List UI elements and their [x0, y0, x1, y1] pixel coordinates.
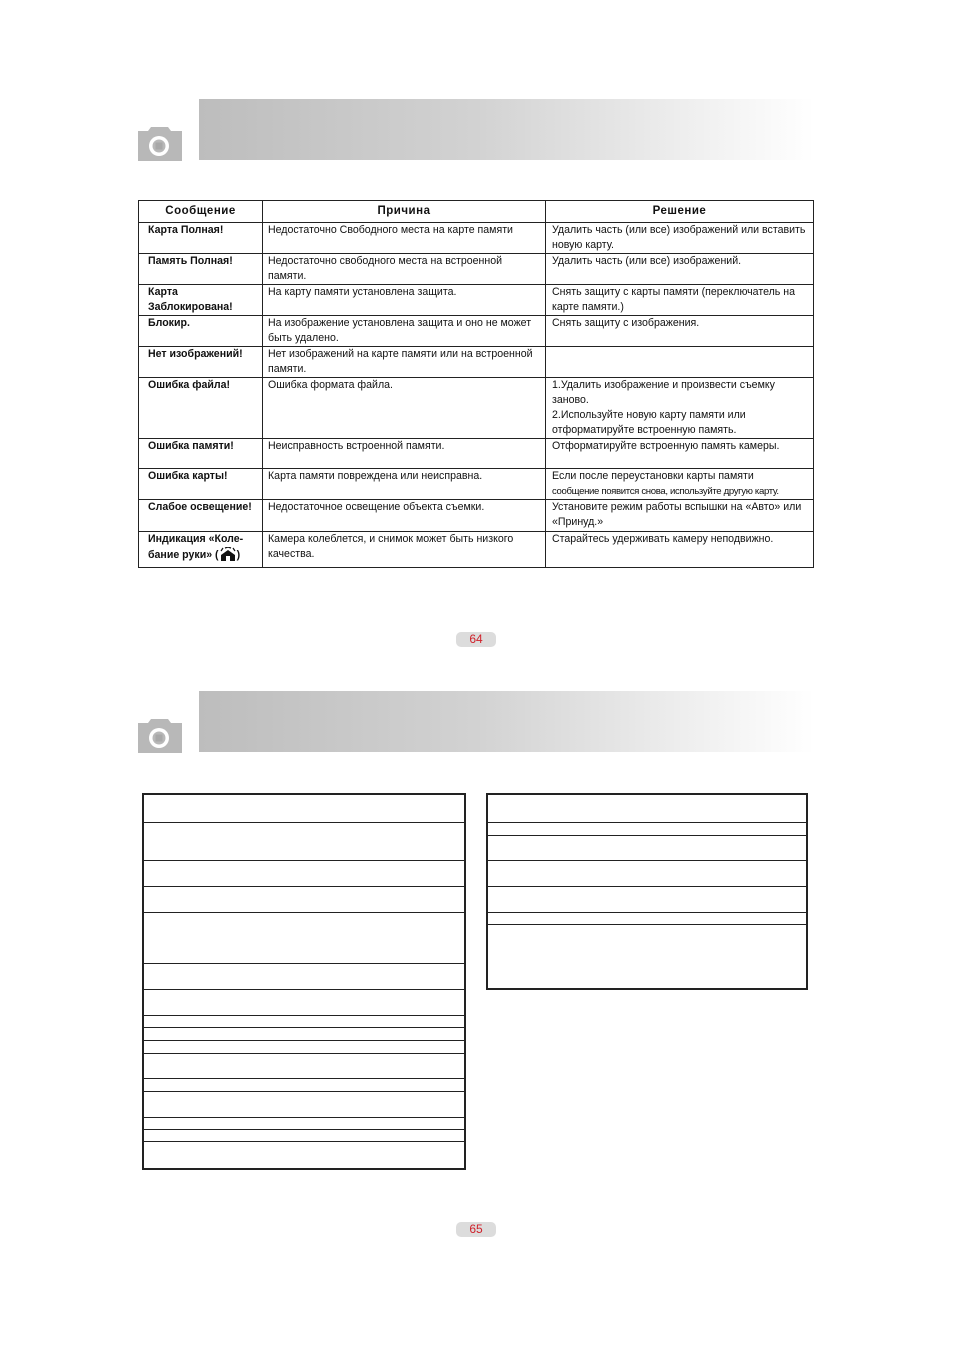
table-header-row: [139, 201, 814, 223]
message-line: бание руки» ( ): [148, 547, 260, 567]
cause-cell: Нет изображений на карте памяти или на встроенной памяти.: [263, 347, 546, 378]
message-cell: Ошибка файла!: [139, 378, 263, 439]
empty-table-left: [142, 793, 466, 1170]
cause-cell: На изображение установлена защита и оно не может быть удалено.: [263, 316, 546, 347]
table-row: [139, 532, 814, 568]
header-message: Сообщение: [139, 201, 263, 223]
page-number: 64: [456, 632, 496, 647]
camera-shake-icon: [219, 547, 237, 567]
message-cell: Карта Заблокирована!: [139, 285, 263, 316]
table-row: [139, 223, 814, 254]
message-cell: Слабое освещение!: [139, 500, 263, 532]
header-banner-top: [199, 99, 814, 160]
solution-line: 2.Используйте новую карту памяти или отформатируйте встроенную память.: [552, 409, 746, 436]
table-row: [139, 285, 814, 316]
solution-cell: Снять защиту с карты памяти (переключатель на карте памяти.): [546, 285, 814, 316]
table-row-divider: [144, 912, 464, 913]
solution-cell: [546, 378, 814, 439]
error-messages-table: [138, 200, 814, 568]
table-row-divider: [144, 1015, 464, 1016]
message-cell: Нет изображений!: [139, 347, 263, 378]
solution-cell: [546, 347, 814, 378]
cause-cell: Ошибка формата файла.: [263, 378, 546, 439]
table-row-divider: [144, 1091, 464, 1092]
table-row-divider: [144, 989, 464, 990]
solution-line: 1.Удалить изображение и произвести съемку заново.: [552, 379, 775, 406]
message-cell: Блокир.: [139, 316, 263, 347]
table-row-divider: [144, 886, 464, 887]
table-row-divider: [144, 1040, 464, 1041]
page-number: 65: [456, 1222, 496, 1237]
table-row-divider: [144, 860, 464, 861]
message-line: Индикация «Коле-: [148, 533, 244, 545]
header-banner-bottom: [199, 691, 814, 752]
solution-cell: [546, 469, 814, 500]
table-row-divider: [144, 1129, 464, 1130]
header-solution: Решение: [546, 201, 814, 223]
table-row: [139, 439, 814, 469]
table-row-divider: [488, 860, 806, 861]
table-row-divider: [144, 1053, 464, 1054]
solution-cell: Удалить часть (или все) изображений или вставить новую карту.: [546, 223, 814, 254]
solution-cell: Установите режим работы вспышки на «Авто» или «Принуд.»: [546, 500, 814, 532]
camera-icon: [138, 127, 182, 161]
table-row-divider: [144, 1027, 464, 1028]
table-row: [139, 469, 814, 500]
camera-icon: [138, 719, 182, 753]
cause-cell: Камера колеблется, и снимок может быть низкого качества.: [263, 532, 546, 568]
cause-cell: Недостаточно Свободного места на карте памяти: [263, 223, 546, 254]
table-row: [139, 378, 814, 439]
table-row: [139, 500, 814, 532]
message-cell: Карта Полная!: [139, 223, 263, 254]
table-row-divider: [488, 924, 806, 925]
table-row-divider: [144, 1141, 464, 1142]
table-row: [139, 316, 814, 347]
table-row: [139, 347, 814, 378]
cause-cell: На карту памяти установлена защита.: [263, 285, 546, 316]
solution-cell: Снять защиту с изображения.: [546, 316, 814, 347]
table-row-divider: [488, 912, 806, 913]
message-cell: [139, 532, 263, 568]
table-row-divider: [488, 822, 806, 823]
solution-line: Если после переустановки карты памяти: [552, 470, 754, 482]
message-cell: Ошибка памяти!: [139, 439, 263, 469]
cause-cell: Карта памяти повреждена или неисправна.: [263, 469, 546, 500]
message-cell: Память Полная!: [139, 254, 263, 285]
cause-cell: Неисправность встроенной памяти.: [263, 439, 546, 469]
table-row-divider: [144, 1078, 464, 1079]
table-row-divider: [488, 835, 806, 836]
solution-cell: Старайтесь удерживать камеру неподвижно.: [546, 532, 814, 568]
solution-cell: Отформатируйте встроенную память камеры.: [546, 439, 814, 469]
table-row-divider: [144, 822, 464, 823]
solution-line: сообщение появится снова, используйте другую карту.: [552, 486, 779, 497]
header-cause: Причина: [263, 201, 546, 223]
cause-cell: Недостаточно свободного места на встроенной памяти.: [263, 254, 546, 285]
empty-table-right: [486, 793, 808, 990]
message-cell: Ошибка карты!: [139, 469, 263, 500]
table-row-divider: [144, 963, 464, 964]
table-row-divider: [488, 886, 806, 887]
table-row-divider: [144, 1117, 464, 1118]
table-row: [139, 254, 814, 285]
cause-cell: Недостаточное освещение объекта съемки.: [263, 500, 546, 532]
solution-cell: Удалить часть (или все) изображений.: [546, 254, 814, 285]
